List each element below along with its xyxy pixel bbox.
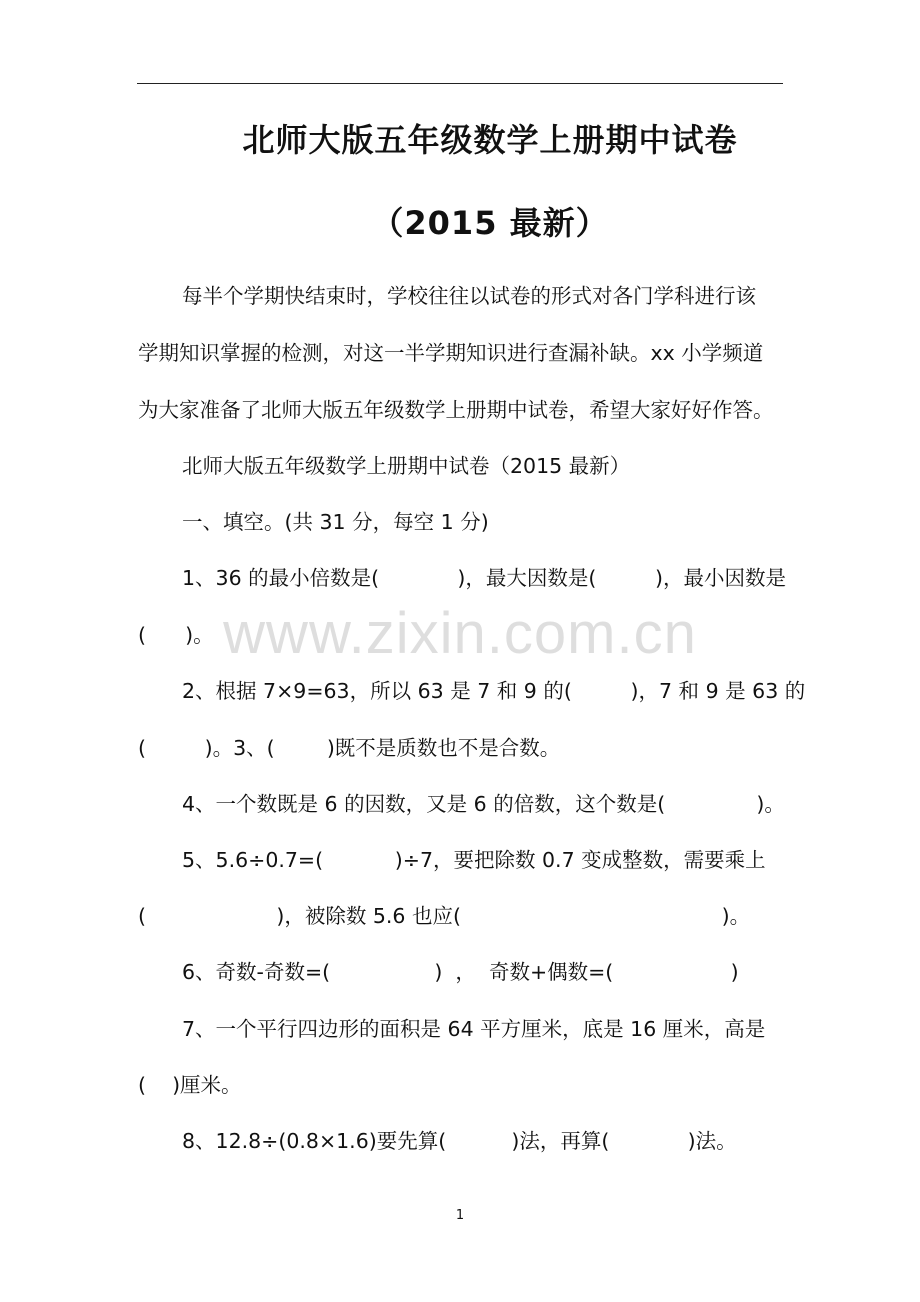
section-heading: 一、填空。(共 31 分，每空 1 分) bbox=[182, 510, 489, 534]
watermark: www.zixin.com.cn bbox=[223, 601, 697, 666]
question-line: 5、5.6÷0.7=( )÷7，要把除数 0.7 变成整数，需要乘上 bbox=[182, 848, 766, 872]
question-line: 1、36 的最小倍数是( )，最大因数是( )，最小因数是 bbox=[182, 566, 786, 590]
question-line: ( )。3、( )既不是质数也不是合数。 bbox=[138, 736, 561, 760]
question-line: 6、奇数-奇数=( ) ， 奇数+偶数=( ) bbox=[182, 960, 739, 984]
question-line: ( )厘米。 bbox=[138, 1073, 242, 1097]
intro-line-3: 为大家准备了北师大版五年级数学上册期中试卷，希望大家好好作答。 bbox=[138, 398, 774, 422]
document-subtitle: （2015 最新） bbox=[371, 204, 609, 242]
question-line: 4、一个数既是 6 的因数，又是 6 的倍数，这个数是( )。 bbox=[182, 792, 785, 816]
header-rule bbox=[137, 83, 783, 84]
intro-line-2: 学期知识掌握的检测，对这一半学期知识进行查漏补缺。xx 小学频道 bbox=[138, 341, 764, 365]
heading-repeat: 北师大版五年级数学上册期中试卷（2015 最新） bbox=[182, 454, 631, 478]
question-line: ( )，被除数 5.6 也应( )。 bbox=[138, 904, 751, 928]
question-line: 2、根据 7×9=63，所以 63 是 7 和 9 的( )，7 和 9 是 63 的 bbox=[182, 679, 806, 703]
question-line: 8、12.8÷(0.8×1.6)要先算( )法，再算( )法。 bbox=[182, 1129, 737, 1153]
document-title: 北师大版五年级数学上册期中试卷 bbox=[242, 121, 738, 159]
question-line: ( )。 bbox=[138, 623, 214, 647]
question-line: 7、一个平行四边形的面积是 64 平方厘米，底是 16 厘米，高是 bbox=[182, 1017, 766, 1041]
intro-line-1: 每半个学期快结束时，学校往往以试卷的形式对各门学科进行该 bbox=[182, 284, 756, 308]
page-number: 1 bbox=[455, 1208, 465, 1223]
